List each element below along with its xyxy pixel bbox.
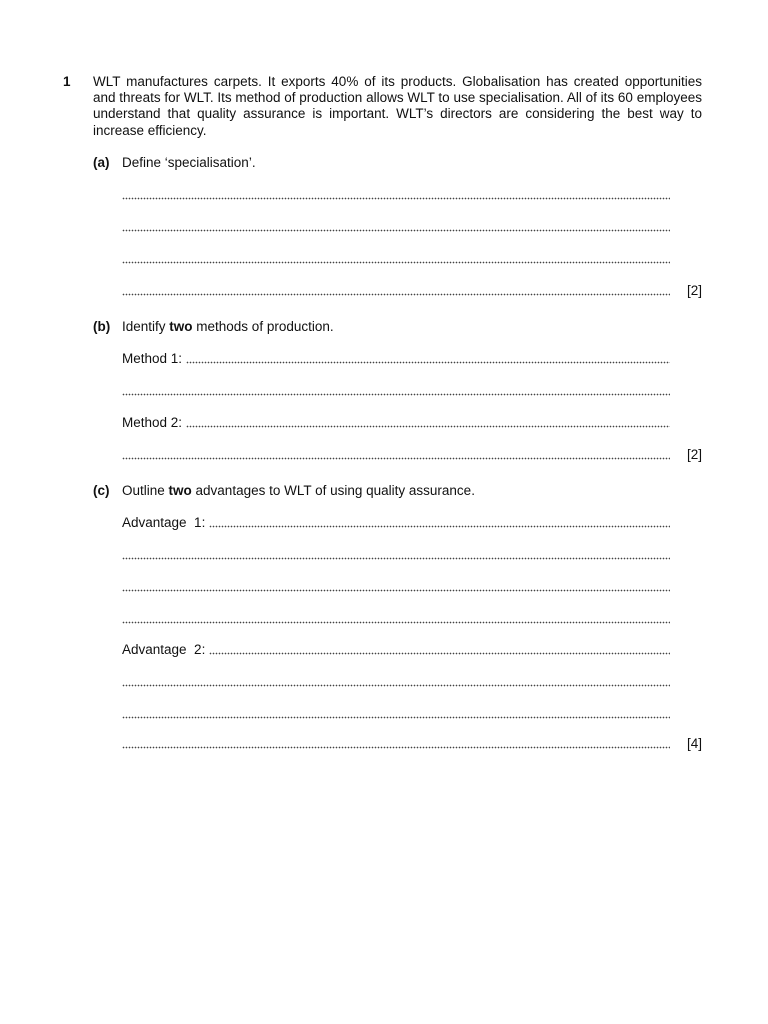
question-stem: WLT manufactures carpets. It exports 40% of its products. Globalisation has created opportunities and threats for WLT. Its method of production allows WLT to use specialisation. All of its 60 employees understand that quality assurance is important. WLT’s directors are considering the best way to increase efficiency.	[93, 74, 702, 138]
dotted-rule	[122, 293, 670, 296]
part-a-prompt: Define ‘specialisation’.	[122, 155, 256, 170]
dotted-rule	[122, 746, 670, 749]
part-c-prompt-start: Outline	[122, 483, 169, 498]
answer-line-c-3[interactable]	[122, 579, 670, 595]
dotted-rule	[122, 621, 670, 624]
dotted-rule	[122, 457, 670, 460]
method-1-label: Method 1:	[122, 351, 183, 366]
answer-line-b-4[interactable]	[122, 447, 670, 463]
part-c-prompt-end: advantages to WLT of using quality assurance.	[191, 483, 475, 498]
part-c-prompt-emphasis: two	[168, 483, 192, 498]
answer-line-a-2[interactable]	[122, 219, 670, 235]
dotted-rule	[122, 197, 670, 200]
dotted-rule	[122, 557, 670, 560]
answer-line-advantage-1[interactable]	[122, 515, 670, 531]
answer-line-c-7[interactable]	[122, 706, 670, 722]
part-b-label: (b)	[93, 319, 111, 334]
part-c-label: (c)	[93, 483, 110, 498]
method-2-label: Method 2:	[122, 415, 183, 430]
dotted-rule	[122, 589, 670, 592]
dotted-rule	[186, 361, 670, 364]
answer-line-c-2[interactable]	[122, 547, 670, 563]
answer-line-c-4[interactable]	[122, 611, 670, 627]
dotted-rule	[122, 716, 670, 719]
answer-line-c-8[interactable]	[122, 736, 670, 752]
part-a-label: (a)	[93, 155, 110, 170]
question-number: 1	[63, 74, 71, 89]
part-a-marks: [2]	[686, 283, 702, 298]
answer-line-a-4[interactable]	[122, 283, 670, 299]
part-b-prompt-emphasis: two	[169, 319, 193, 334]
answer-line-method-1[interactable]	[122, 351, 670, 367]
answer-line-method-2[interactable]	[122, 415, 670, 431]
part-b-prompt-end: methods of production.	[192, 319, 334, 334]
answer-line-c-6[interactable]	[122, 674, 670, 690]
dotted-rule	[122, 261, 670, 264]
part-b-prompt	[122, 319, 334, 335]
part-b-marks: [2]	[686, 447, 702, 462]
answer-line-b-2[interactable]	[122, 383, 670, 399]
answer-line-a-3[interactable]	[122, 251, 670, 267]
advantage-2-label: Advantage 2:	[122, 642, 206, 657]
dotted-rule	[209, 525, 670, 528]
dotted-rule	[122, 229, 670, 232]
answer-line-a-1[interactable]	[122, 187, 670, 203]
part-c-marks: [4]	[686, 736, 702, 751]
dotted-rule	[122, 393, 670, 396]
advantage-1-label: Advantage 1:	[122, 515, 206, 530]
dotted-rule	[209, 652, 670, 655]
answer-line-advantage-2[interactable]	[122, 642, 670, 658]
dotted-rule	[122, 684, 670, 687]
part-b-prompt-start: Identify	[122, 319, 170, 334]
part-c-prompt	[122, 483, 475, 499]
dotted-rule	[186, 425, 670, 428]
